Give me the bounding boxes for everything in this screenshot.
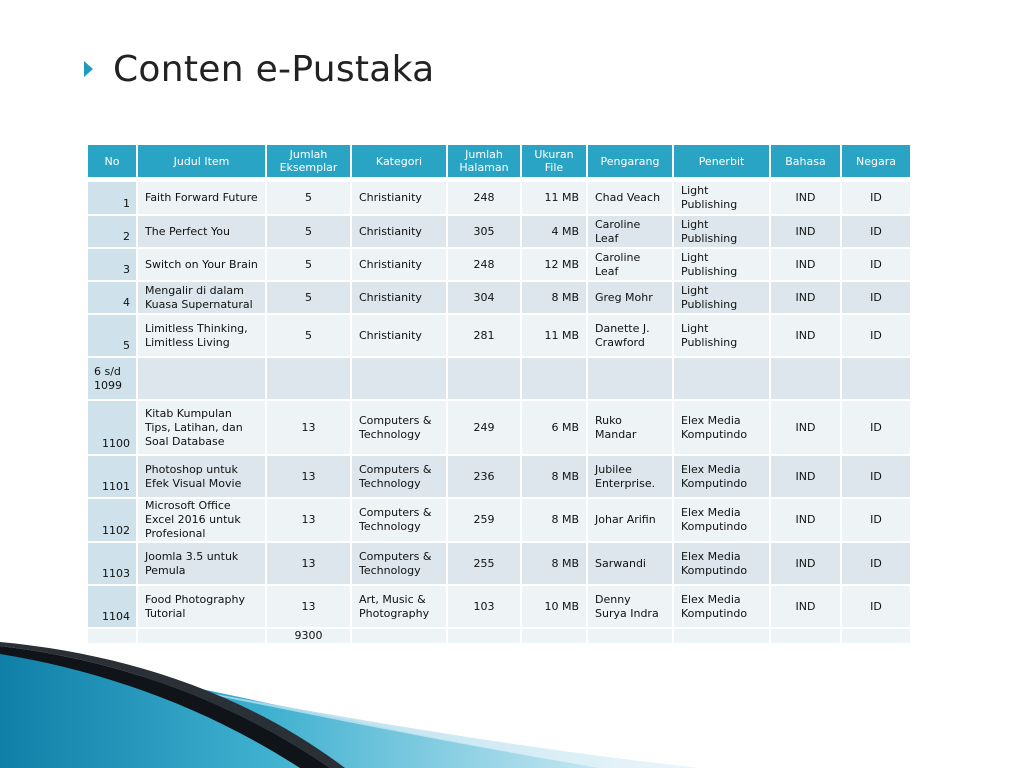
author: Danette J. Crawford <box>588 315 672 356</box>
row-number: 6 s/d 1099 <box>88 358 136 399</box>
copies: 13 <box>267 456 350 497</box>
publisher: Light Publishing <box>674 249 769 280</box>
copies: 5 <box>267 249 350 280</box>
row-number: 3 <box>88 249 136 280</box>
title-row <box>84 44 435 94</box>
pages: 304 <box>448 282 520 313</box>
item-title: The Perfect You <box>138 216 265 247</box>
country: ID <box>842 249 910 280</box>
pages <box>448 358 520 399</box>
row-number: 1102 <box>88 499 136 541</box>
category: Christianity <box>352 216 446 247</box>
item-title: Switch on Your Brain <box>138 249 265 280</box>
publisher: Elex Media Komputindo <box>674 586 769 627</box>
page-title: Conten e-Pustaka <box>113 48 435 90</box>
pages: 305 <box>448 216 520 247</box>
copies: 5 <box>267 315 350 356</box>
gap-cell <box>267 179 350 180</box>
category: Christianity <box>352 282 446 313</box>
category: Computers & Technology <box>352 456 446 497</box>
file-size: 4 MB <box>522 216 586 247</box>
header-gap <box>88 179 910 180</box>
col-header: Judul Item <box>138 145 265 177</box>
item-title: Joomla 3.5 untuk Pemula <box>138 543 265 584</box>
country: ID <box>842 182 910 214</box>
copies: 5 <box>267 182 350 214</box>
pages: 255 <box>448 543 520 584</box>
table-row <box>88 315 910 356</box>
row-number: 1100 <box>88 401 136 454</box>
col-header: Jumlah Eksemplar <box>267 145 350 177</box>
category: Computers & Technology <box>352 401 446 454</box>
col-header: Penerbit <box>674 145 769 177</box>
language: IND <box>771 456 840 497</box>
author: Caroline Leaf <box>588 216 672 247</box>
gap-cell <box>522 179 586 180</box>
row-number: 2 <box>88 216 136 247</box>
copies: 13 <box>267 499 350 541</box>
file-size: 8 MB <box>522 282 586 313</box>
table-row <box>88 358 910 399</box>
publisher: Light Publishing <box>674 315 769 356</box>
country: ID <box>842 456 910 497</box>
language: IND <box>771 586 840 627</box>
author: Ruko Mandar <box>588 401 672 454</box>
language: IND <box>771 182 840 214</box>
total-copies: 9300 <box>267 629 350 643</box>
publisher: Elex Media Komputindo <box>674 499 769 541</box>
country <box>842 358 910 399</box>
table-row <box>88 182 910 214</box>
publisher <box>674 358 769 399</box>
country: ID <box>842 543 910 584</box>
pages: 248 <box>448 182 520 214</box>
category: Christianity <box>352 249 446 280</box>
pages: 281 <box>448 315 520 356</box>
pages: 236 <box>448 456 520 497</box>
file-size: 6 MB <box>522 401 586 454</box>
gap-cell <box>674 179 769 180</box>
copies: 13 <box>267 586 350 627</box>
table-row <box>88 249 910 280</box>
file-size: 11 MB <box>522 182 586 214</box>
category: Christianity <box>352 182 446 214</box>
gap-cell <box>448 179 520 180</box>
file-size: 8 MB <box>522 456 586 497</box>
country: ID <box>842 216 910 247</box>
author: Greg Mohr <box>588 282 672 313</box>
file-size <box>522 358 586 399</box>
item-title: Kitab Kumpulan Tips, Latihan, dan Soal Database <box>138 401 265 454</box>
pages: 249 <box>448 401 520 454</box>
table-row <box>88 543 910 584</box>
file-size: 8 MB <box>522 543 586 584</box>
row-number: 1 <box>88 182 136 214</box>
language: IND <box>771 499 840 541</box>
table-row <box>88 282 910 313</box>
row-number: 1101 <box>88 456 136 497</box>
gap-cell <box>588 179 672 180</box>
category: Computers & Technology <box>352 499 446 541</box>
author: Jubilee Enterprise. <box>588 456 672 497</box>
language <box>771 358 840 399</box>
row-number: 5 <box>88 315 136 356</box>
file-size: 11 MB <box>522 315 586 356</box>
language: IND <box>771 401 840 454</box>
item-title: Photoshop untuk Efek Visual Movie <box>138 456 265 497</box>
copies: 5 <box>267 216 350 247</box>
row-number: 1103 <box>88 543 136 584</box>
item-title: Mengalir di dalam Kuasa Supernatural <box>138 282 265 313</box>
row-number: 1104 <box>88 586 136 627</box>
language: IND <box>771 216 840 247</box>
publisher: Light Publishing <box>674 182 769 214</box>
copies: 5 <box>267 282 350 313</box>
author: Sarwandi <box>588 543 672 584</box>
gap-cell <box>138 179 265 180</box>
decorative-swoosh <box>0 640 1024 768</box>
language: IND <box>771 282 840 313</box>
category: Computers & Technology <box>352 543 446 584</box>
country: ID <box>842 499 910 541</box>
col-header: Bahasa <box>771 145 840 177</box>
publisher: Elex Media Komputindo <box>674 543 769 584</box>
publisher: Elex Media Komputindo <box>674 401 769 454</box>
author: Johar Arifin <box>588 499 672 541</box>
gap-cell <box>771 179 840 180</box>
file-size: 12 MB <box>522 249 586 280</box>
col-header: Kategori <box>352 145 446 177</box>
category: Christianity <box>352 315 446 356</box>
item-title <box>138 358 265 399</box>
item-title: Limitless Thinking, Limitless Living <box>138 315 265 356</box>
file-size: 8 MB <box>522 499 586 541</box>
publisher: Light Publishing <box>674 282 769 313</box>
publisher: Elex Media Komputindo <box>674 456 769 497</box>
publisher: Light Publishing <box>674 216 769 247</box>
item-title: Food Photography Tutorial <box>138 586 265 627</box>
col-header: No <box>88 145 136 177</box>
author: Denny Surya Indra <box>588 586 672 627</box>
table-row <box>88 401 910 454</box>
content-table <box>86 143 912 645</box>
file-size: 10 MB <box>522 586 586 627</box>
pages: 103 <box>448 586 520 627</box>
col-header: Ukuran File <box>522 145 586 177</box>
col-header: Jumlah Halaman <box>448 145 520 177</box>
row-number: 4 <box>88 282 136 313</box>
pages: 248 <box>448 249 520 280</box>
country: ID <box>842 586 910 627</box>
table-row <box>88 586 910 627</box>
category <box>352 358 446 399</box>
pages: 259 <box>448 499 520 541</box>
copies: 13 <box>267 543 350 584</box>
language: IND <box>771 249 840 280</box>
table-row <box>88 456 910 497</box>
gap-cell <box>88 179 136 180</box>
table-row <box>88 499 910 541</box>
language: IND <box>771 315 840 356</box>
bullet-arrow-icon <box>84 61 93 77</box>
category: Art, Music & Photography <box>352 586 446 627</box>
col-header: Negara <box>842 145 910 177</box>
copies <box>267 358 350 399</box>
gap-cell <box>842 179 910 180</box>
language: IND <box>771 543 840 584</box>
country: ID <box>842 401 910 454</box>
item-title: Microsoft Office Excel 2016 untuk Profesional <box>138 499 265 541</box>
table-row <box>88 216 910 247</box>
author: Caroline Leaf <box>588 249 672 280</box>
country: ID <box>842 315 910 356</box>
author <box>588 358 672 399</box>
col-header: Pengarang <box>588 145 672 177</box>
header-row <box>88 145 910 177</box>
author: Chad Veach <box>588 182 672 214</box>
country: ID <box>842 282 910 313</box>
copies: 13 <box>267 401 350 454</box>
gap-cell <box>352 179 446 180</box>
item-title: Faith Forward Future <box>138 182 265 214</box>
